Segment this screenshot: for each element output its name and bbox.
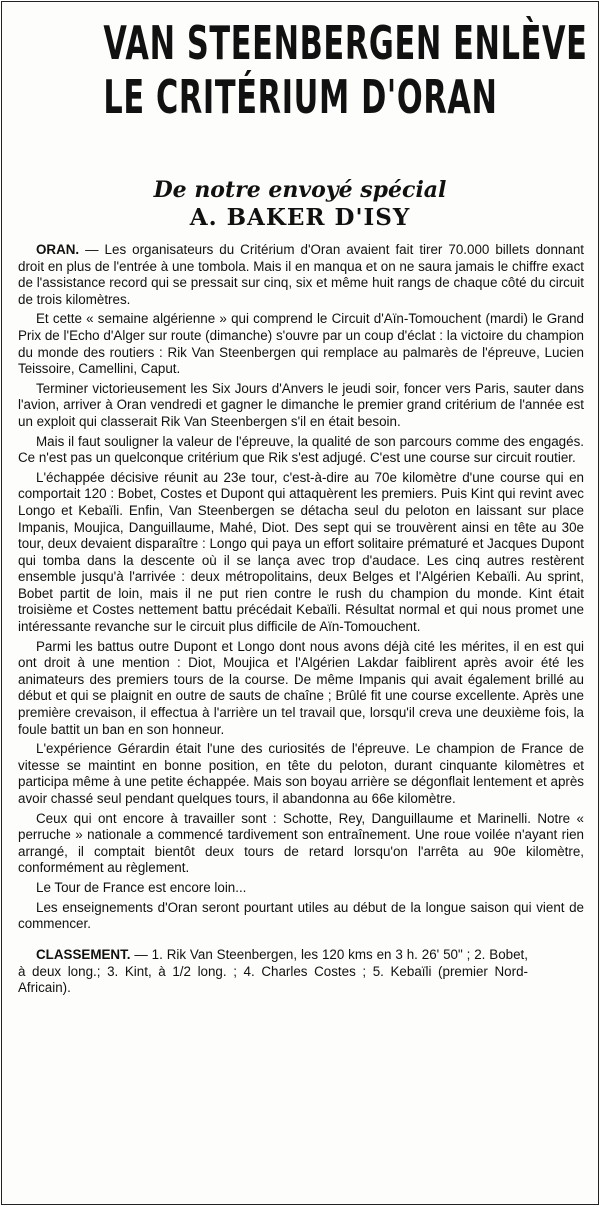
article-paragraph: L'expérience Gérardin était l'une des curiosités de l'épreuve. Le champion de France de vitesse se maintint en bonne position, en tête du peloton, durant cinquante kilomètres et participa même à une petite échappée. Mais son boyau arrière se dégonflait lentement et après avoir chassé seul pendant quelques tours, il abandonna au 66e kilomètre. — [18, 741, 584, 806]
article-paragraph: Le Tour de France est encore loin... — [36, 879, 247, 895]
article-lead-paragraph — [18, 242, 584, 308]
article-paragraph: Parmi les battus outre Dupont et Longo dont nous avons déjà cité les mérites, il en est qui ont droit à une mention : Diot, Moujica et l'Algérien Lakdar faiblirent après avoir été les animateurs des premiers tours de la course. De même Impanis qui avait également brillé au début et qui se plaignit en outre de sauts de chaîne ; Brûlé fit une course excellente. Après une première crevaison, il effectua à l'arrière un tel travail que, lorsqu'il creva une deuxième fois, la foule battit un ban en son honneur. — [18, 638, 584, 737]
article-paragraph: Les enseignements d'Oran seront pourtant utiles au début de la longue saison qui vient de commencer. — [18, 899, 584, 932]
classement-label: CLASSEMENT. — [36, 946, 131, 962]
article-paragraph: Mais il faut souligner la valeur de l'épreuve, la qualité de son parcours comme des engagés. Ce n'est pas un quelconque critérium que Rik s'est adjugé. C'est une course sur circuit routier. — [18, 433, 584, 466]
dateline: ORAN. — [36, 242, 80, 257]
article-paragraph: Terminer victorieusement les Six Jours d'Anvers le jeudi soir, foncer vers Paris, sauter dans l'avion, arriver à Oran vendredi et gagner le dimanche le premier grand critérium de l'année est un exploit qui classerait Rik Van Steenbergen s'il en était besoin. — [18, 380, 584, 429]
article-paragraph: Et cette « semaine algérienne » qui comprend le Circuit d'Aïn-Tomouchent (mardi) le Grand Prix de l'Echo d'Alger sur route (dimanche) s'ouvre par un coup d'éclat : la victoire du champion du monde des routiers : Rik Van Steenbergen qui remplace au palmarès de l'épreuve, Lucien Teissoire, Camellini, Caput. — [18, 311, 584, 377]
headline-line-1: VAN STEENBERGEN ENLÈVE — [103, 16, 588, 70]
classement-text: — 1. Rik Van Steenbergen, les 120 kms en 3 h. 26' 50" ; 2. Bobet, à deux long.; 3. Kint, à 1/2 long. ; 4. Charles Costes ; 5. Kebaïli (premier Nord-Africain). — [18, 946, 528, 996]
headline — [103, 16, 588, 124]
article-body — [18, 242, 584, 933]
lead-text: — Les organisateurs du Critérium d'Oran avaient fait tirer 70.000 billets donnant droit en plus de l'entrée à une tombola. Mais il en manqua et on ne saura jamais le chiffre exact de l'assistance record qui se pressait sur cinq, six et même huit rangs de chaque côté du circuit de trois kilomètres. — [18, 242, 584, 307]
article-paragraph: L'échappée décisive réunit au 23e tour, c'est-à-dire au 70e kilomètre d'une course qui en comportait 120 : Bobet, Costes et Dupont qui attaquèrent les premiers. Puis Kint qui revint avec Longo et Kebaïli. Enfin, Van Steenbergen se détacha seul du peloton en laissant sur place Impanis, Moujica, Danguillaume, Mahé, Diot. Des sept qui se trouvèrent ainsi en tête au 30e tour, deux devaient disparaître : Longo qui paya un effort solitaire prématuré et Jacques Dupont qui tomba dans la descente où il se lança avec trop d'audace. Les cinq autres restèrent ensemble jusqu'à l'arrivée : deux métropolitains, deux Belges et l'Algérien Kebaïli. Au sprint, Bobet partit de loin, mais il ne put rien contre le rush du champion du monde. Kint était troisième et Costes nettement battu précédait Kebaïli. Résultat normal et qui nous promet une intéressante revanche sur le circuit plus difficile de Aïn-Tomouchent. — [18, 469, 584, 635]
newspaper-clipping — [1, 1, 599, 1205]
byline-author: A. BAKER D'ISY — [189, 204, 411, 231]
byline — [2, 176, 598, 232]
headline-line-2: LE CRITÉRIUM D'ORAN — [103, 70, 498, 124]
classement-results — [18, 947, 528, 997]
article-paragraph: Ceux qui ont encore à travailler sont : Schotte, Rey, Danguillaume et Marinelli. Notre « perruche » nationale a commencé tardivement son entraînement. Une roue voilée n'ayant rien arrangé, il comptait bientôt deux tours de retard lorsqu'on l'arrêta au 90e kilomètre, conformément au règlement. — [18, 810, 584, 876]
byline-intro: De notre envoyé spécial — [153, 177, 447, 203]
